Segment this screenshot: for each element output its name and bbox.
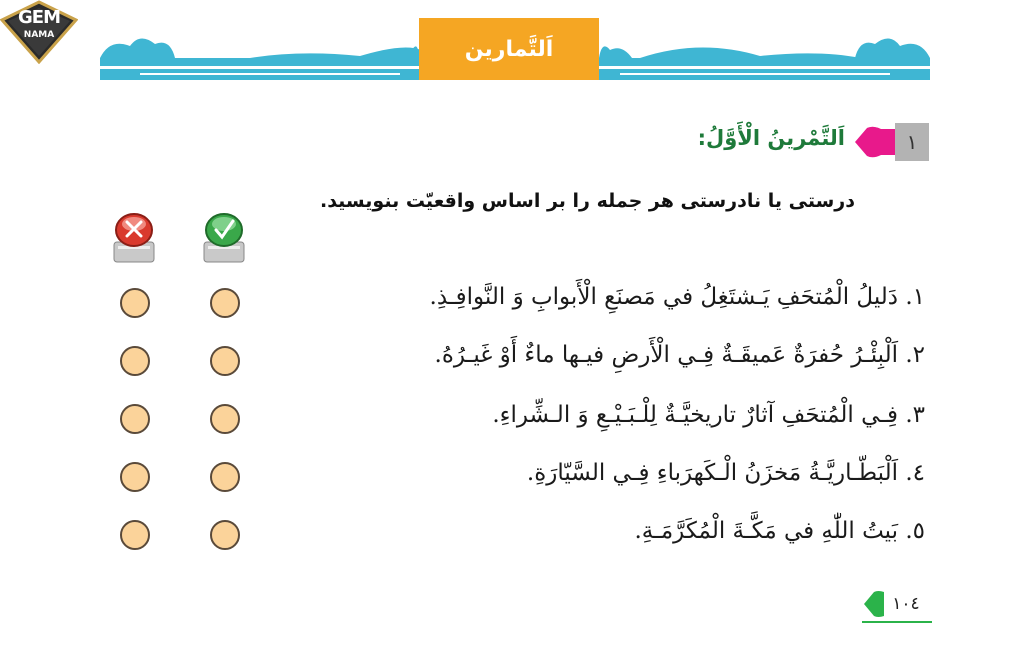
check-mark-icon — [200, 208, 248, 266]
answer-correct-4[interactable] — [210, 462, 240, 492]
cross-mark-icon — [110, 208, 158, 266]
header-banner — [100, 18, 930, 82]
exercise-title: اَلتَّمْرينُ الْأَوَّلُ: — [697, 126, 845, 150]
sentence-3: ٣. فِـي الْمُتحَفِ آثارٌ تاريخيَّـةٌ لِلْـبَـيْـعِ وَ الـشِّراءِ. — [492, 402, 925, 428]
wrong-column-header — [110, 208, 158, 266]
correct-column-header — [200, 208, 248, 266]
sentence-1: ١. دَليلُ الْمُتحَفِ يَـشتَغِلُ في مَصنَعِ الْأَبوابِ وَ النَّوافِـذِ. — [429, 284, 925, 310]
answer-correct-1[interactable] — [210, 288, 240, 318]
logo-sub-text: NAMA — [23, 30, 55, 40]
sentence-5: ٥. بَيتُ اللّٰهِ في مَكَّـةَ الْمُكَرَّمَـةِ. — [634, 518, 925, 544]
page-number-underline — [862, 621, 932, 623]
answer-correct-2[interactable] — [210, 346, 240, 376]
page-number: ١٠٤ — [892, 594, 920, 614]
answer-wrong-1[interactable] — [120, 288, 150, 318]
exercise-number: ١ — [895, 123, 929, 161]
answer-wrong-2[interactable] — [120, 346, 150, 376]
exercise-instruction: درستی یا نادرستی هر جمله را بر اساس واقعیّت بنویسید. — [319, 190, 855, 212]
answer-wrong-4[interactable] — [120, 462, 150, 492]
answer-wrong-3[interactable] — [120, 404, 150, 434]
gemnama-logo — [0, 0, 78, 64]
sentence-2: ٢. اَلْبِئْـرُ حُفرَةٌ عَميقَـةٌ فِـي الْأَرضِ فيـها ماءٌ أَوْ غَيـرُهُ. — [434, 342, 925, 368]
sentence-4: ٤. اَلْبَطّـاريَّـةُ مَخزَنُ الْـكَهرَباءِ فِـي السَّيّارَةِ. — [526, 460, 925, 486]
answer-correct-3[interactable] — [210, 404, 240, 434]
answer-wrong-5[interactable] — [120, 520, 150, 550]
logo-main-text: GEM — [18, 7, 60, 28]
pink-tag-icon — [851, 123, 895, 161]
answer-correct-5[interactable] — [210, 520, 240, 550]
exercise-heading — [851, 122, 929, 162]
page-title: اَلتَّمارين — [419, 18, 599, 80]
